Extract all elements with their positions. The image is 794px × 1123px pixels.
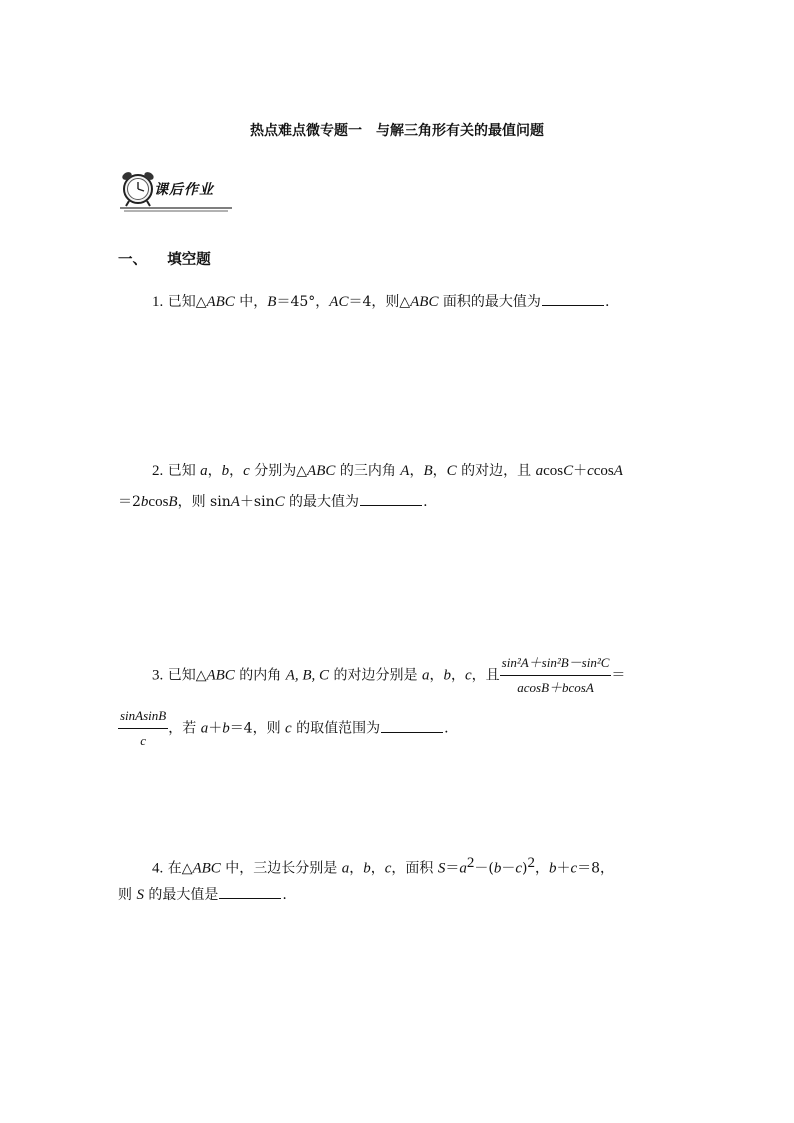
section-heading <box>118 248 211 269</box>
section-number: 一、 <box>118 251 147 268</box>
badge-label: 课后作业 <box>154 182 214 198</box>
question-3-line-1: 3. 已知△ABC 的内角 A, B, C 的对边分别是 a，b，c，且 $\frac{\text{sin²A＋sin²B－sin²C}}{acosB+bcosA}$ ＝ <box>152 653 625 698</box>
fraction-2: $\frac{\text{sinAsinB}}{c}$ <box>120 708 167 748</box>
question-2-line-2: ＝2bcosB，则 sinA＋sinC 的最大值为 . <box>118 491 428 512</box>
question-2-line-1: 2. 已知 a，b，c 分别为△ABC 的三内角 A，B，C 的对边，且 acosC＋ccosA <box>152 463 623 479</box>
answer-blank[interactable] <box>219 884 281 899</box>
question-1: 1. 已知△ABC 中，B＝45°，AC＝4，则△ABC 面积的最大值为 . <box>152 291 609 312</box>
answer-blank[interactable] <box>381 718 443 733</box>
question-4-line-2: 则 S 的最大值是 . <box>118 884 287 905</box>
answer-blank[interactable] <box>542 291 604 306</box>
fraction-1: $\frac{\text{sin²A＋sin²B－sin²C}}{acosB+bcosA}$ <box>501 655 610 695</box>
section-label: 填空题 <box>167 251 211 268</box>
homework-badge <box>118 168 238 214</box>
question-4-line-1: 4. 在△ABC 中，三边长分别是 a，b，c，面积 $S=a^2-(b-c)^2$，b＋c＝8， <box>152 855 615 877</box>
page-title: 热点难点微专题一 与解三角形有关的最值问题 <box>250 123 544 139</box>
answer-blank[interactable] <box>360 491 422 506</box>
question-3-line-2: $\frac{\text{sinAsinB}}{c}$ ，若 a＋b＝4，则 c 的取值范围为 . <box>118 706 449 751</box>
